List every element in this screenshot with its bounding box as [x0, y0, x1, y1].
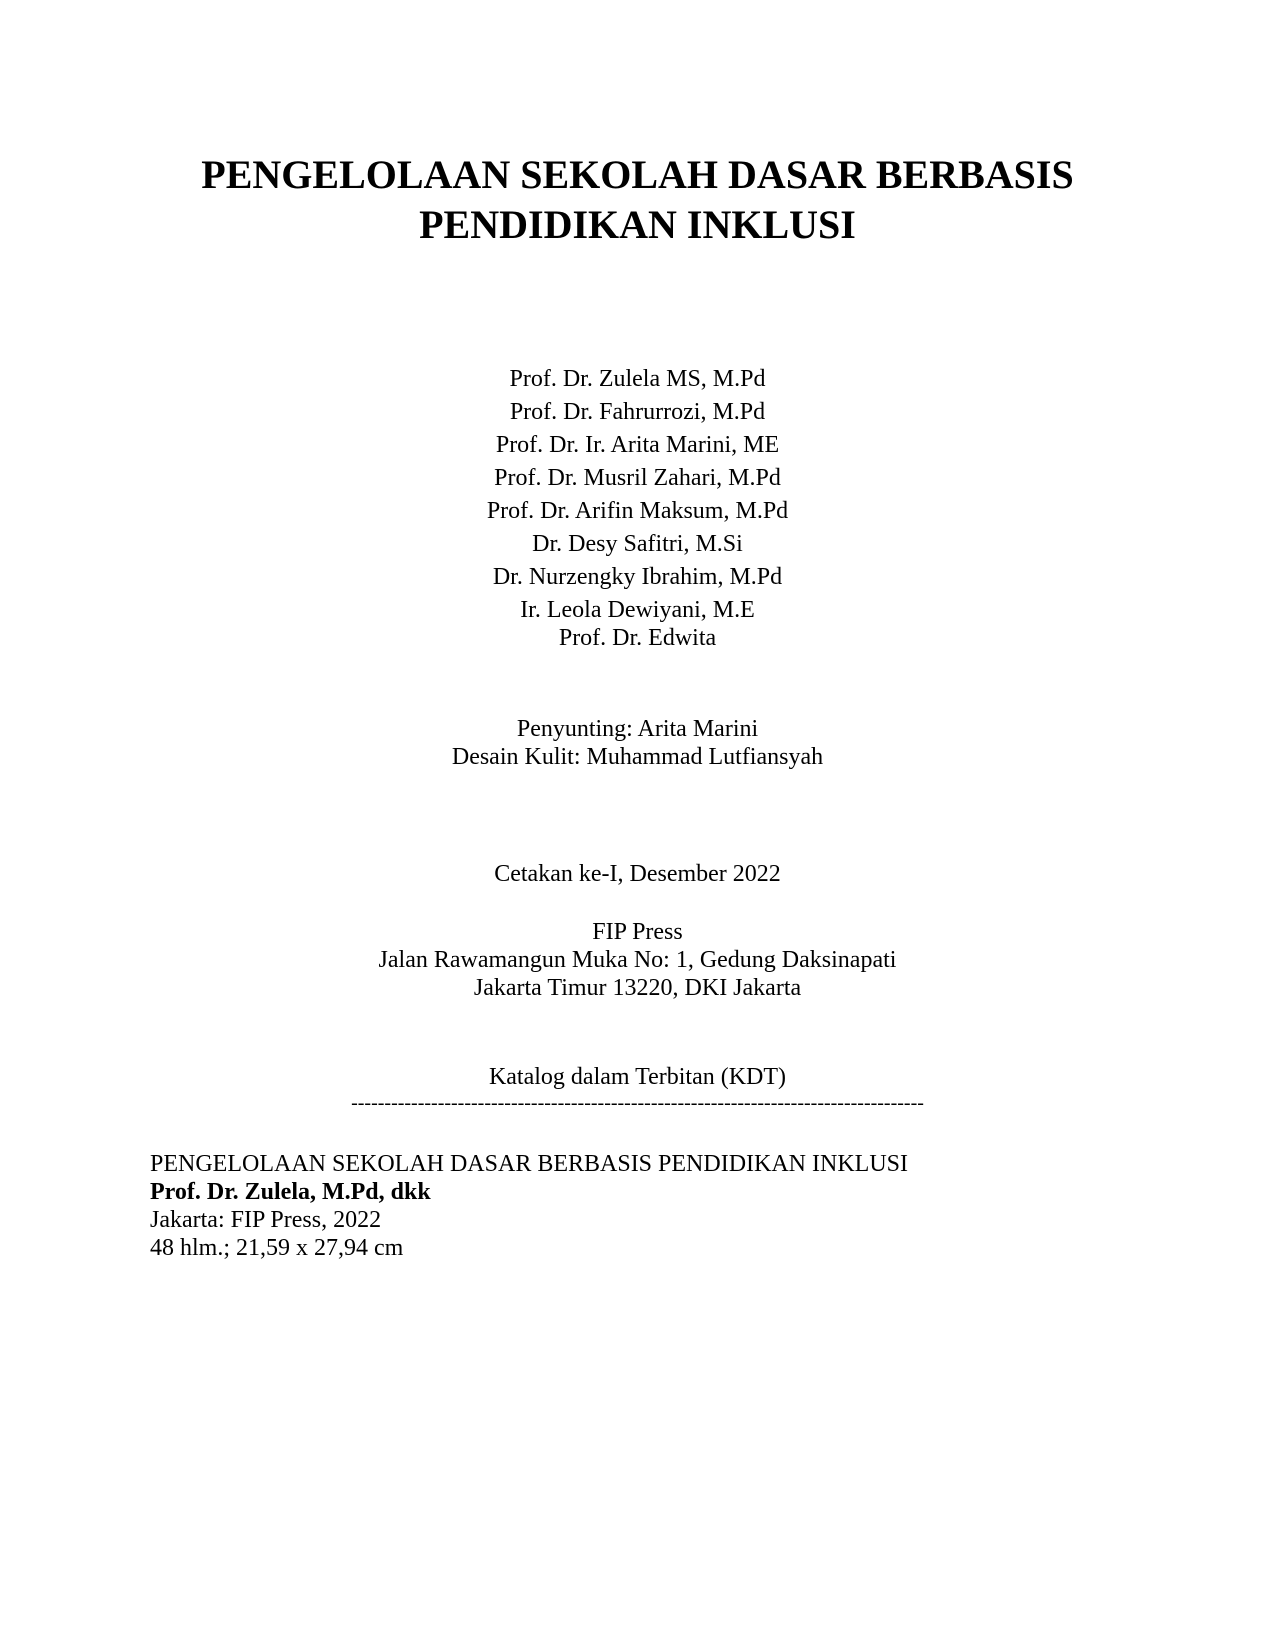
book-title-line-2: PENDIDIKAN INKLUSI: [419, 202, 856, 247]
author-name: Prof. Dr. Edwita: [558, 625, 717, 651]
catalog-imprint: Jakarta: FIP Press, 2022: [150, 1207, 382, 1233]
edition-info: Cetakan ke-I, Desember 2022: [494, 861, 781, 887]
publisher-name: FIP Press: [592, 919, 683, 945]
author-name: Dr. Nurzengky Ibrahim, M.Pd: [492, 564, 783, 590]
catalog-physical-description: 48 hlm.; 21,59 x 27,94 cm: [150, 1235, 404, 1261]
kdt-divider: --------------------------------------------------------------------------------------: [351, 1092, 924, 1114]
publisher-info: [0, 918, 1275, 1002]
author-name: Dr. Desy Safitri, M.Si: [532, 531, 743, 557]
author-name: Prof. Dr. Fahrurrozi, M.Pd: [509, 399, 766, 425]
catalog-author: Prof. Dr. Zulela, M.Pd, dkk: [150, 1179, 431, 1205]
author-name: Ir. Leola Dewiyani, M.E: [520, 597, 755, 623]
author-name: Prof. Dr. Zulela MS, M.Pd: [509, 366, 766, 392]
author-name: Prof. Dr. Musril Zahari, M.Pd: [494, 465, 781, 491]
catalog-title: PENGELOLAAN SEKOLAH DASAR BERBASIS PENDIDIKAN INKLUSI: [150, 1151, 909, 1177]
author-name: Prof. Dr. Arifin Maksum, M.Pd: [486, 498, 789, 524]
cover-design-credit: Desain Kulit: Muhammad Lutfiansyah: [451, 744, 824, 770]
publisher-address-line-2: Jakarta Timur 13220, DKI Jakarta: [473, 975, 802, 1001]
author-list: [0, 363, 1275, 655]
book-title: [0, 150, 1275, 250]
author-name: Prof. Dr. Ir. Arita Marini, ME: [495, 432, 780, 458]
catalog-entry: [150, 1150, 1150, 1262]
credits: [0, 715, 1275, 771]
kdt-heading: Katalog dalam Terbitan (KDT): [488, 1064, 787, 1090]
publisher-address-line-1: Jalan Rawamangun Muka No: 1, Gedung Daksinapati: [378, 947, 897, 973]
book-title-line-1: PENGELOLAAN SEKOLAH DASAR BERBASIS: [201, 152, 1074, 197]
editor-credit: Penyunting: Arita Marini: [516, 716, 759, 742]
